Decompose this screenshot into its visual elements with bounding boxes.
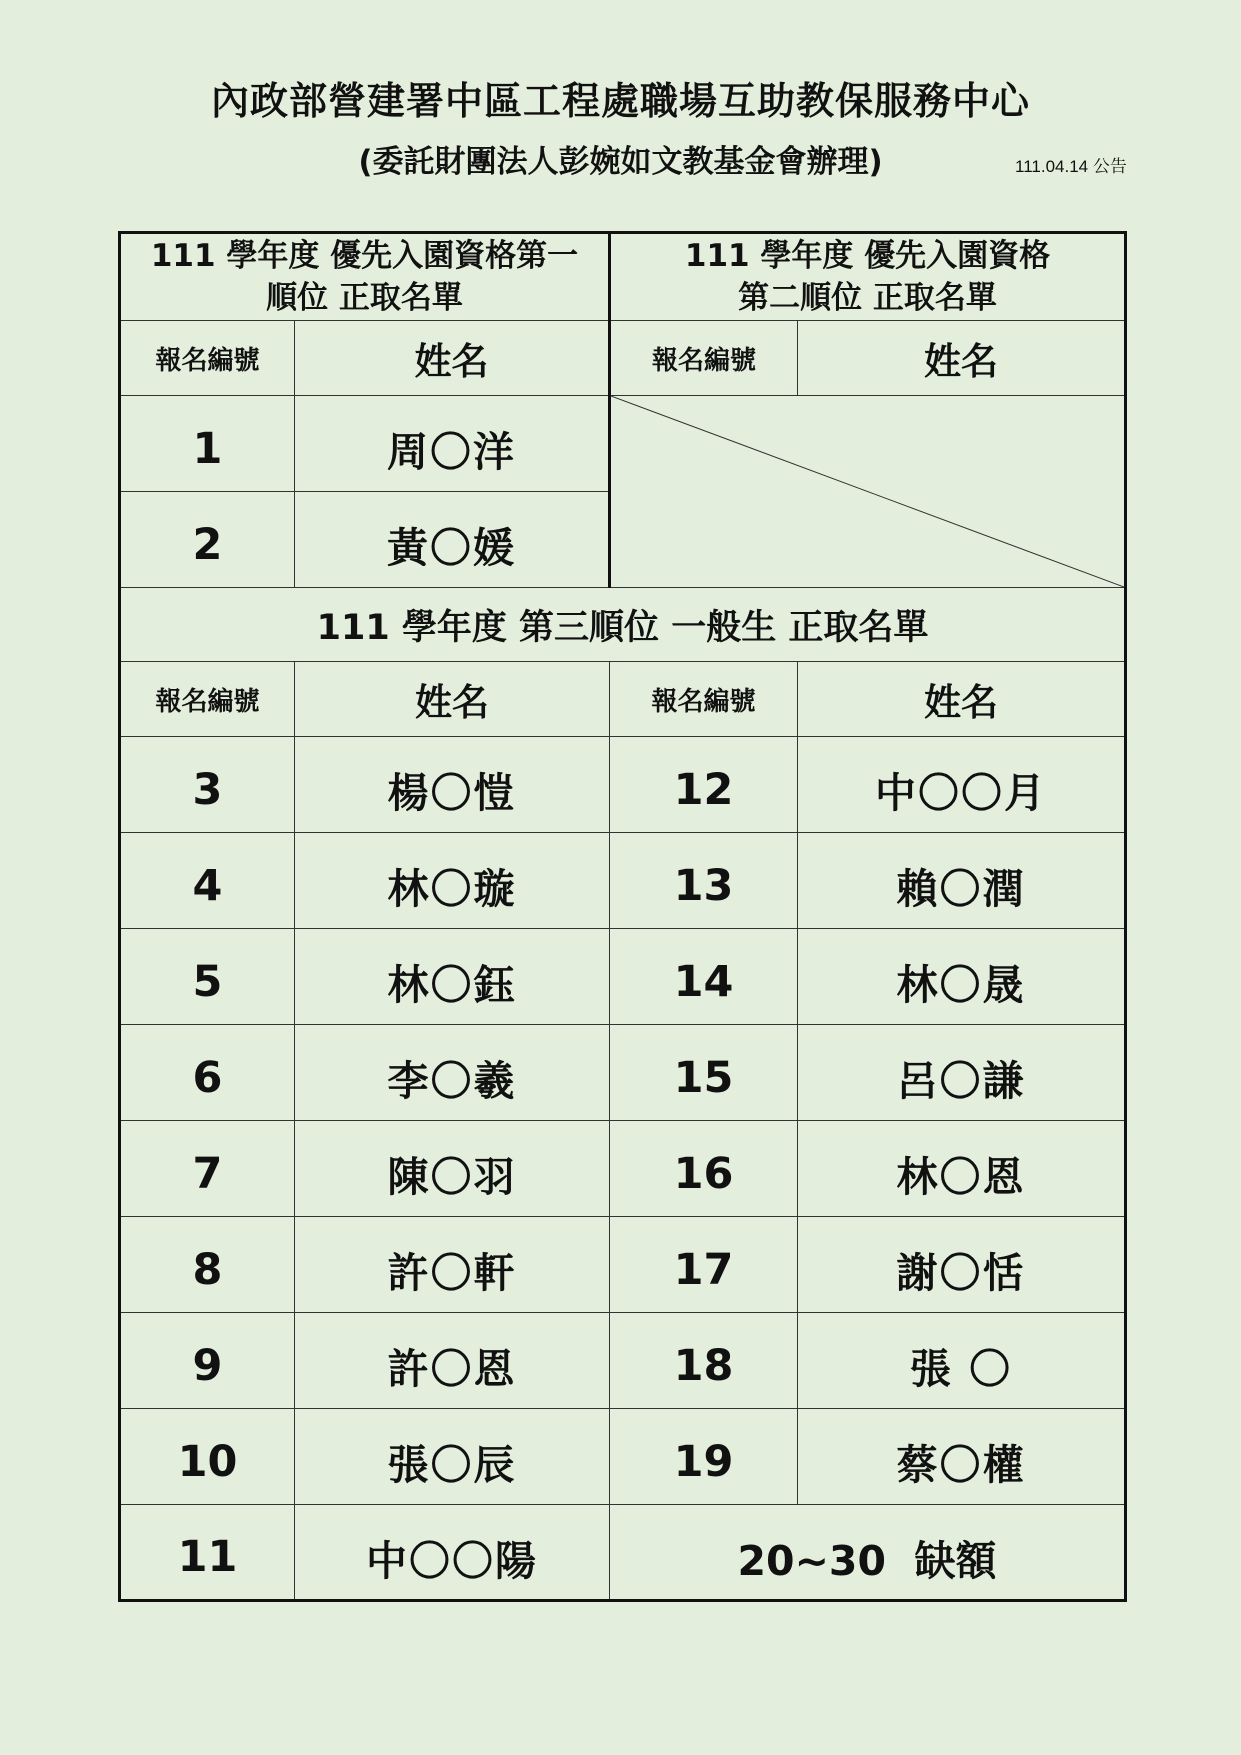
column-header-name: 姓名 [295, 662, 610, 737]
registration-number: 9 [120, 1313, 295, 1409]
column-header-registration-no: 報名編號 [610, 662, 798, 737]
registration-number: 17 [610, 1217, 798, 1313]
section3-column-header-row [120, 662, 1126, 737]
student-name: 林〇晟 [798, 929, 1126, 1025]
student-name: 張〇辰 [295, 1409, 610, 1505]
student-name: 中〇〇月 [798, 737, 1126, 833]
student-name: 蔡〇權 [798, 1409, 1126, 1505]
section2-title [610, 233, 1126, 321]
student-name: 許〇恩 [295, 1313, 610, 1409]
section1-title [120, 233, 610, 321]
registration-number: 19 [610, 1409, 798, 1505]
admission-list-table [118, 231, 1127, 1602]
table-row [120, 1121, 1126, 1217]
page-title: 內政部營建署中區工程處職場互助教保服務中心 [210, 79, 1030, 123]
student-name: 中〇〇陽 [295, 1505, 610, 1601]
student-name: 陳〇羽 [295, 1121, 610, 1217]
student-name: 張 〇 [798, 1313, 1126, 1409]
page-subtitle: (委託財團法人彭婉如文教基金會辦理) [358, 144, 883, 180]
student-name: 林〇鈺 [295, 929, 610, 1025]
registration-number: 16 [610, 1121, 798, 1217]
student-name: 楊〇愷 [295, 737, 610, 833]
registration-number: 15 [610, 1025, 798, 1121]
column-header-name: 姓名 [798, 662, 1126, 737]
table-row [120, 1409, 1126, 1505]
table-row [120, 737, 1126, 833]
section2-title-line2: 第二順位 正取名單 [738, 280, 997, 316]
registration-number: 4 [120, 833, 295, 929]
table-row [120, 1025, 1126, 1121]
column-header-registration-no: 報名編號 [610, 321, 798, 396]
notice-date: 111.04.14 公告 [1015, 157, 1127, 176]
section1-title-line2: 順位 正取名單 [266, 280, 463, 316]
diagonal-line [611, 396, 1124, 587]
registration-number: 18 [610, 1313, 798, 1409]
section1-header-row [120, 233, 1126, 321]
registration-number: 6 [120, 1025, 295, 1121]
student-name: 謝〇恬 [798, 1217, 1126, 1313]
registration-number: 2 [120, 492, 295, 588]
column-header-name: 姓名 [295, 321, 610, 396]
column-header-registration-no: 報名編號 [120, 321, 295, 396]
column-header-registration-no: 報名編號 [120, 662, 295, 737]
registration-number: 8 [120, 1217, 295, 1313]
section1-column-header-row [120, 321, 1126, 396]
student-name: 李〇羲 [295, 1025, 610, 1121]
table-row [120, 929, 1126, 1025]
student-name: 賴〇潤 [798, 833, 1126, 929]
registration-number: 7 [120, 1121, 295, 1217]
student-name: 林〇璇 [295, 833, 610, 929]
student-name: 呂〇謙 [798, 1025, 1126, 1121]
registration-number: 3 [120, 737, 295, 833]
section1-title-line1: 111 學年度 優先入園資格第一 [150, 238, 579, 274]
student-name: 黃〇媛 [295, 492, 610, 588]
section3-header-row [120, 588, 1126, 662]
student-name: 周〇洋 [295, 396, 610, 492]
table-row [120, 1313, 1126, 1409]
empty-diagonal-cell [610, 396, 1126, 588]
registration-number: 11 [120, 1505, 295, 1601]
table-row [120, 1217, 1126, 1313]
table-row [120, 1505, 1126, 1601]
table-row [120, 396, 1126, 492]
table-row [120, 833, 1126, 929]
student-name: 林〇恩 [798, 1121, 1126, 1217]
registration-number: 1 [120, 396, 295, 492]
column-header-name: 姓名 [798, 321, 1126, 396]
registration-number: 14 [610, 929, 798, 1025]
student-name: 許〇軒 [295, 1217, 610, 1313]
section3-title: 111 學年度 第三順位 一般生 正取名單 [120, 588, 1126, 662]
section2-title-line1: 111 學年度 優先入園資格 [684, 238, 1051, 274]
registration-number: 5 [120, 929, 295, 1025]
vacancy-note: 20~30 缺額 [610, 1505, 1126, 1601]
registration-number: 13 [610, 833, 798, 929]
registration-number: 12 [610, 737, 798, 833]
registration-number: 10 [120, 1409, 295, 1505]
